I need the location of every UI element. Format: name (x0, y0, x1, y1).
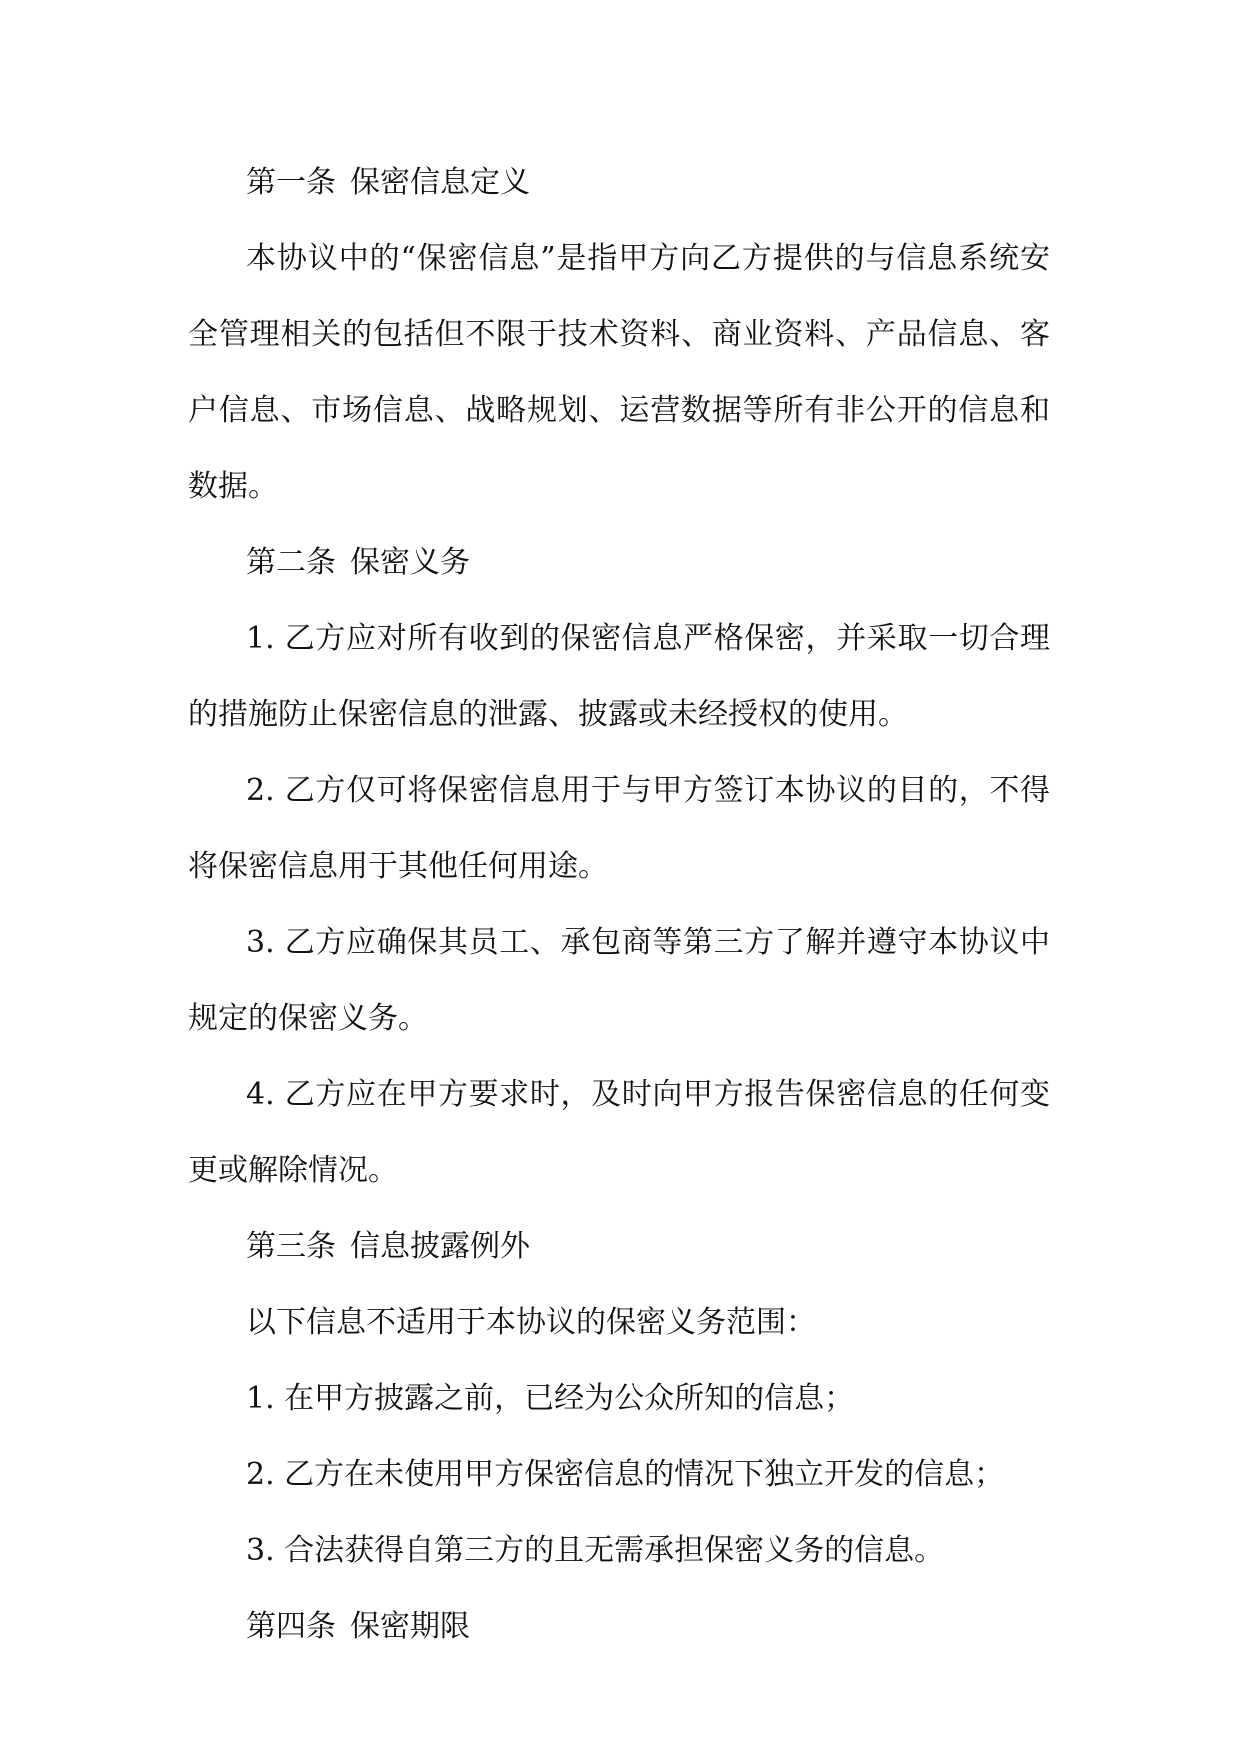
article-3-intro: 以下信息不适用于本协议的保密义务范围： (246, 1305, 816, 1340)
article-4-number: 第四条 (246, 1609, 336, 1644)
article-2-item-4: 4. 乙方应在甲方要求时，及时向甲方报告保密信息的任何变更或解除情况。 (188, 1077, 1050, 1188)
article-2-item-1: 1. 乙方应对所有收到的保密信息严格保密，并采取一切合理的措施防止保密信息的泄露、披露或未经授权的使用。 (188, 621, 1050, 732)
article-2-title: 保密义务 (350, 545, 470, 580)
article-4-title: 保密期限 (350, 1609, 470, 1644)
article-4-heading (188, 1589, 1050, 1665)
article-2-item-3: 3. 乙方应确保其员工、承包商等第三方了解并遵守本协议中规定的保密义务。 (188, 925, 1050, 1036)
document-body (188, 145, 1050, 1665)
article-3-number: 第三条 (246, 1229, 336, 1264)
article-3-item-3: 3. 合法获得自第三方的且无需承担保密义务的信息。 (246, 1533, 945, 1568)
article-1-title: 保密信息定义 (350, 165, 530, 200)
article-2-number: 第二条 (246, 545, 336, 580)
article-1-heading (188, 145, 1050, 221)
article-2-heading (188, 525, 1050, 601)
article-3-item-2: 2. 乙方在未使用甲方保密信息的情况下独立开发的信息； (246, 1457, 1005, 1492)
article-3-item-1: 1. 在甲方披露之前，已经为公众所知的信息； (246, 1381, 855, 1416)
article-3-title: 信息披露例外 (350, 1229, 530, 1264)
article-1-number: 第一条 (246, 165, 336, 200)
article-1-paragraph: 本协议中的“保密信息”是指甲方向乙方提供的与信息系统安全管理相关的包括但不限于技术资料、商业资料、产品信息、客户信息、市场信息、战略规划、运营数据等所有非公开的信息和数据。 (188, 241, 1050, 504)
article-3-heading (188, 1209, 1050, 1285)
article-2-item-2: 2. 乙方仅可将保密信息用于与甲方签订本协议的目的，不得将保密信息用于其他任何用途。 (188, 773, 1050, 884)
